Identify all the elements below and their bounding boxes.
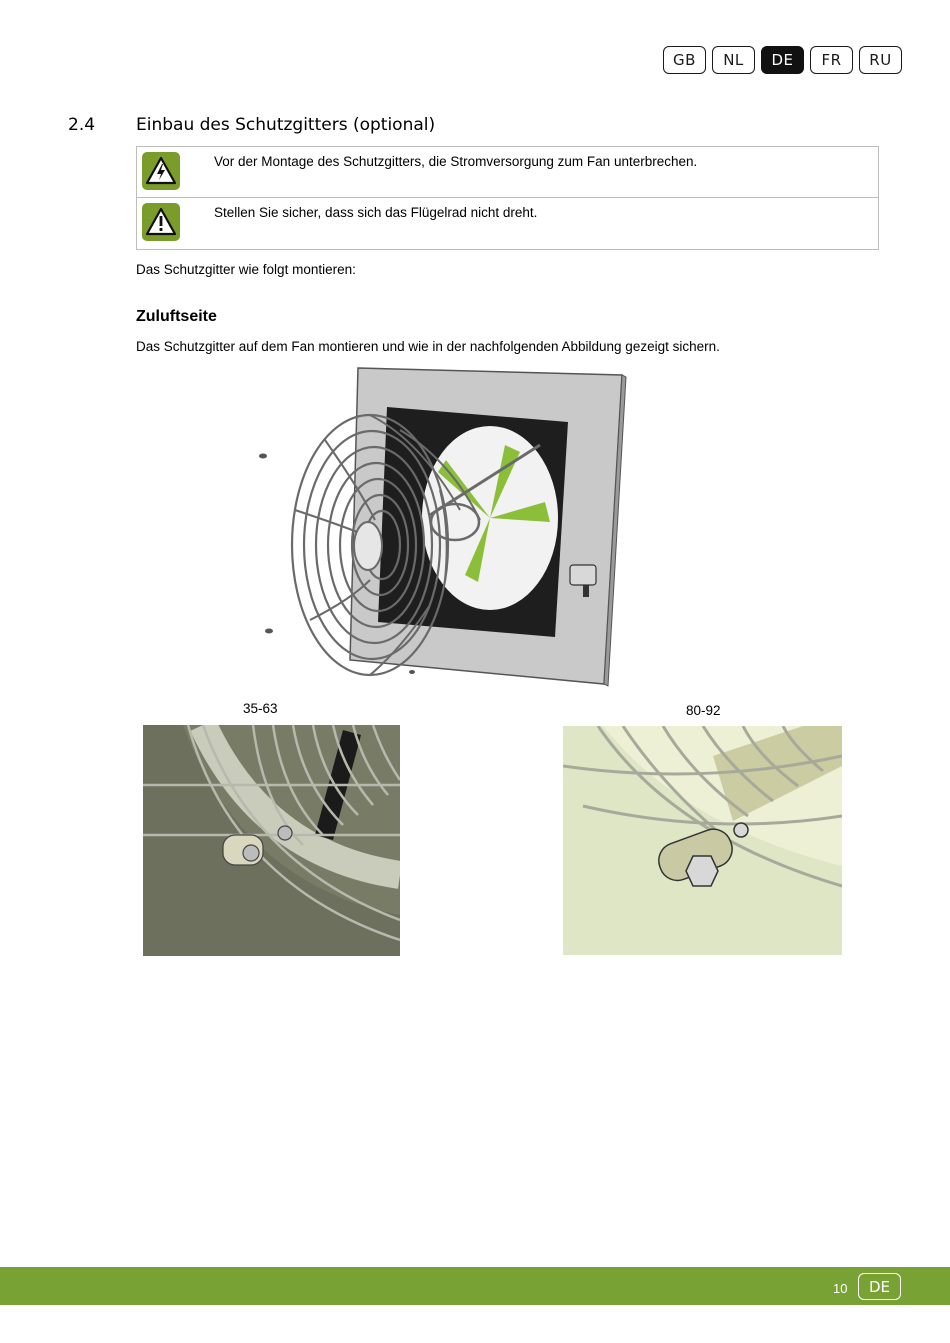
- warning-row: [137, 198, 878, 249]
- warning-table: [136, 146, 879, 250]
- subsection-title: Zuluftseite: [136, 308, 217, 325]
- fan-guard-illustration: [250, 360, 630, 690]
- intro-text: Das Schutzgitter wie folgt montieren:: [136, 262, 356, 277]
- section-title: Einbau des Schutzgitters (optional): [136, 115, 436, 135]
- detail-left-label: 35-63: [243, 701, 278, 716]
- section-number: 2.4: [68, 115, 96, 135]
- lang-de[interactable]: DE: [761, 46, 804, 74]
- general-warning-icon: [142, 203, 180, 241]
- page-number: 10: [833, 1281, 848, 1296]
- subsection-text: Das Schutzgitter auf dem Fan montieren und wie in der nachfolgenden Abbildung gezeigt sichern.: [136, 339, 720, 354]
- detail-image-80-92: [563, 726, 842, 955]
- footer-bar: [0, 1267, 950, 1305]
- detail-image-35-63: [143, 725, 400, 956]
- detail-right-label: 80-92: [686, 703, 721, 718]
- lang-gb[interactable]: GB: [663, 46, 706, 74]
- language-selector: [663, 46, 902, 74]
- warning-text: Vor der Montage des Schutzgitters, die Stromversorgung zum Fan unterbrechen.: [214, 154, 698, 169]
- warning-text: Stellen Sie sicher, dass sich das Flügelrad nicht dreht.: [214, 205, 538, 220]
- warning-row: [137, 147, 878, 198]
- electric-hazard-icon: [142, 152, 180, 190]
- lang-ru[interactable]: RU: [859, 46, 902, 74]
- lang-nl[interactable]: NL: [712, 46, 755, 74]
- lang-fr[interactable]: FR: [810, 46, 853, 74]
- footer-language-badge: DE: [858, 1273, 901, 1300]
